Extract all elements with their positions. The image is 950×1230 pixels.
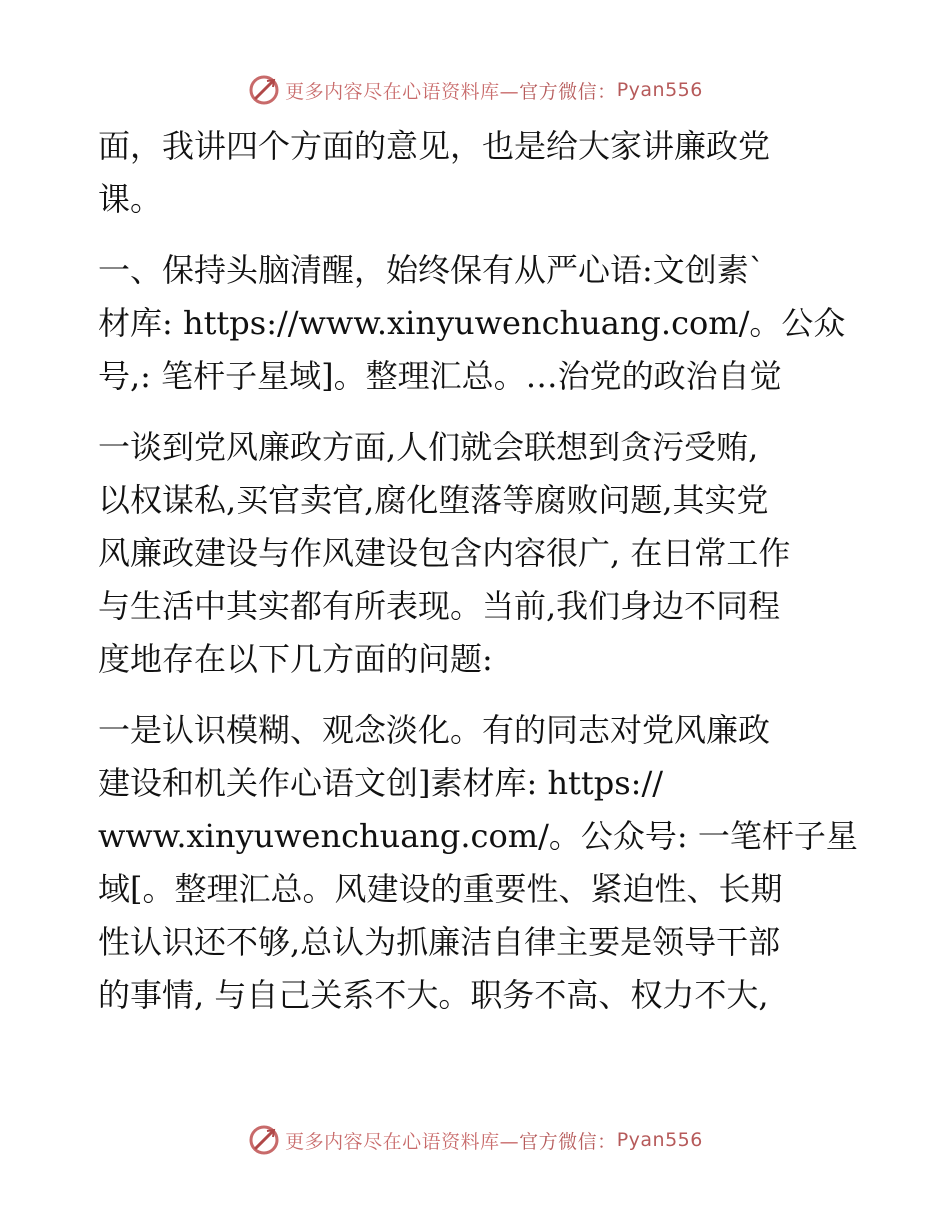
text-line: 一是认识模糊、观念淡化。有的同志对党风廉政 xyxy=(98,711,771,749)
text-line: 面，我讲四个方面的意见，也是给大家讲廉政党 xyxy=(98,127,771,165)
paragraph xyxy=(98,704,858,1022)
text-line: 性认识还不够,总认为抓廉洁自律主要是领导干部 xyxy=(98,923,781,961)
paragraph xyxy=(98,421,858,686)
text-line: 号,: 笔杆子星域]。整理汇总。…治党的政治自觉 xyxy=(98,357,782,395)
banner-main-text: 更多内容尽在心语资料库— xyxy=(285,80,520,103)
text-line: 域[。整理汇总。风建设的重要性、紧迫性、长期 xyxy=(98,870,783,908)
paragraph xyxy=(98,244,858,403)
text-line: 课。 xyxy=(98,180,163,218)
text-line: 建设和机关作心语文创]素材库: https:// xyxy=(98,764,664,802)
text-line: 风廉政建设与作风建设包含内容很广, 在日常工作 xyxy=(98,534,791,572)
header-banner xyxy=(0,70,950,110)
section-heading: 一、保持头脑清醒，始终保有从严心语:文创素` xyxy=(98,251,765,289)
text-line: www.xinyuwenchuang.com/。公众号: 一笔杆子星 xyxy=(98,817,858,855)
brand-logo-icon xyxy=(247,1123,281,1157)
brand-logo-icon xyxy=(247,73,281,107)
banner-contact-text: 官方微信： xyxy=(519,1130,617,1153)
document-body xyxy=(98,120,858,1022)
banner-main-text: 更多内容尽在心语资料库— xyxy=(285,1130,520,1153)
text-line: 材库: https://www.xinyuwenchuang.com/。公众 xyxy=(98,304,846,342)
paragraph xyxy=(98,120,858,226)
banner-contact-text: 官方微信： xyxy=(519,80,617,103)
text-line: 一谈到党风廉政方面,人们就会联想到贪污受贿, xyxy=(98,428,759,466)
banner-wechat-id: Pyan556 xyxy=(616,1129,703,1151)
text-line: 以权谋私,买官卖官,腐化堕落等腐败问题,其实党 xyxy=(98,481,769,519)
banner-wechat-id: Pyan556 xyxy=(616,79,703,101)
text-line: 的事情, 与自己关系不大。职务不高、权力不大, xyxy=(98,976,769,1014)
text-line: 度地存在以下几方面的问题: xyxy=(98,640,493,678)
text-line: 与生活中其实都有所表现。当前,我们身边不同程 xyxy=(98,587,781,625)
footer-banner xyxy=(0,1120,950,1160)
